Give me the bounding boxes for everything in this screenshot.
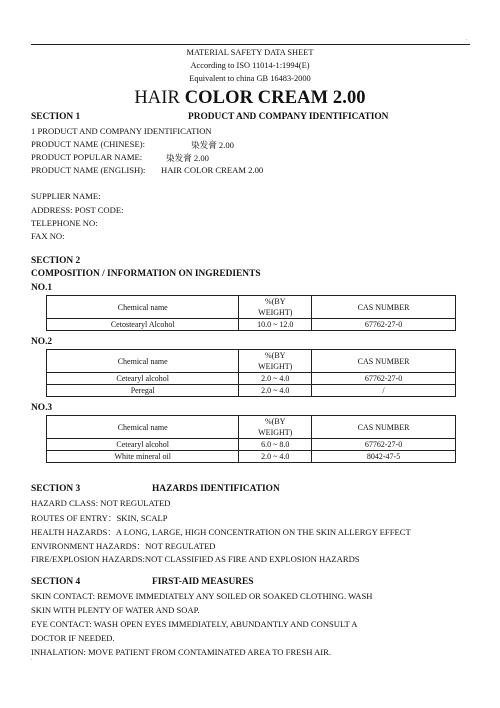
document-title <box>0 88 500 109</box>
cell-cas: 67762-27-0 <box>312 319 456 331</box>
section3-label: SECTION 3 <box>31 484 81 494</box>
address: ADDRESS: POST CODE: <box>31 205 124 215</box>
ingredients-table-2 <box>46 349 456 397</box>
col-weight <box>239 350 312 373</box>
col-weight-1: %(BY <box>265 351 286 360</box>
product-name-cn-label: PRODUCT NAME (CHINESE): <box>31 139 145 149</box>
table-row <box>47 451 456 463</box>
table-header-row <box>47 416 456 439</box>
cell-name: Cetearyl alcohol <box>47 439 239 451</box>
table-row <box>47 373 456 385</box>
section2-heading: COMPOSITION / INFORMATION ON INGREDIENTS <box>31 269 261 279</box>
group-label-3: NO.3 <box>31 403 53 413</box>
firstaid-line-4: DOCTOR IF NEEDED. <box>31 633 115 643</box>
firstaid-line-3: EYE CONTACT: WASH OPEN EYES IMMEDIATELY, ABUNDANTLY AND CONSULT A <box>31 619 358 629</box>
section1-label: SECTION 1 <box>31 112 81 122</box>
cell-name: Peregal <box>47 385 239 397</box>
group-label-2: NO.2 <box>31 337 53 347</box>
section2-label: SECTION 2 <box>31 256 81 266</box>
hazard-line-4: ENVIRONMENT HAZARDS：NOT REGULATED <box>31 541 216 551</box>
col-cas: CAS NUMBER <box>312 416 456 439</box>
cell-cas: 67762-27-0 <box>312 439 456 451</box>
telephone: TELEPHONE NO: <box>31 218 98 228</box>
product-popular-label: PRODUCT POPULAR NAME: <box>31 152 143 162</box>
product-name-en-line <box>31 165 264 175</box>
table-header-row <box>47 350 456 373</box>
product-popular-value: 染发膏 2.00 <box>166 153 209 163</box>
hazard-line-5: FIRE/EXPLOSION HAZARDS:NOT CLASSIFIED AS FIRE AND EXPLOSION HAZARDS <box>31 554 360 564</box>
product-name-en-label: PRODUCT NAME (ENGLISH): <box>31 165 146 175</box>
cell-name: Cetearyl alcohol <box>47 373 239 385</box>
cell-weight: 2.0 ~ 4.0 <box>239 451 312 463</box>
section1-heading: PRODUCT AND COMPANY IDENTIFICATION <box>188 112 389 122</box>
cell-cas: 67762-27-0 <box>312 373 456 385</box>
section1-sub: 1 PRODUCT AND COMPANY IDENTIFICATION <box>31 126 212 136</box>
top-rule <box>31 44 470 45</box>
firstaid-line-2: SKIN WITH PLENTY OF WATER AND SOAP. <box>31 605 200 615</box>
section4-label: SECTION 4 <box>31 577 81 587</box>
cell-weight: 10.0 ~ 12.0 <box>239 319 312 331</box>
product-name-cn-value: 染发膏 2.00 <box>191 140 234 150</box>
ingredients-table-1 <box>46 295 456 331</box>
firstaid-line-5: INHALATION: MOVE PATIENT FROM CONTAMINATED AREA TO FRESH AIR. <box>31 647 332 657</box>
hazard-line-1: HAZARD CLASS: NOT REGULATED <box>31 498 171 508</box>
product-name-en-value: HAIR COLOR CREAM 2.00 <box>161 165 264 175</box>
col-weight <box>239 416 312 439</box>
col-weight <box>239 296 312 319</box>
col-weight-2: WEIGHT) <box>258 362 293 371</box>
col-weight-2: WEIGHT) <box>258 308 293 317</box>
col-weight-2: WEIGHT) <box>258 428 293 437</box>
table-row <box>47 439 456 451</box>
header-line-1: MATERIAL SAFETY DATA SHEET <box>186 48 314 57</box>
product-name-cn-line <box>31 139 234 150</box>
firstaid-line-1: SKIN CONTACT: REMOVE IMMEDIATELY ANY SOILED OR SOAKED CLOTHING. WASH <box>31 591 373 601</box>
col-cas: CAS NUMBER <box>312 296 456 319</box>
header-line-2: According to ISO 11014-1:1994(E) <box>190 61 310 70</box>
cell-cas: / <box>312 385 456 397</box>
cell-weight: 2.0 ~ 4.0 <box>239 385 312 397</box>
col-chemical-name: Chemical name <box>47 350 239 373</box>
ingredients-table-3 <box>46 415 456 463</box>
corner-mark: . <box>466 36 468 42</box>
cell-weight: 6.0 ~ 8.0 <box>239 439 312 451</box>
col-weight-1: %(BY <box>265 417 286 426</box>
hazard-line-2: ROUTES OF ENTRY：SKIN, SCALP <box>31 513 168 523</box>
col-chemical-name: Chemical name <box>47 296 239 319</box>
group-label-1: NO.1 <box>31 283 53 293</box>
cell-name: White mineral oil <box>47 451 239 463</box>
table-row <box>47 319 456 331</box>
section3-heading: HAZARDS IDENTIFICATION <box>152 484 280 494</box>
product-popular-line <box>31 152 209 163</box>
cell-weight: 2.0 ~ 4.0 <box>239 373 312 385</box>
col-weight-1: %(BY <box>265 297 286 306</box>
supplier-name: SUPPLIER NAME: <box>31 191 101 201</box>
col-chemical-name: Chemical name <box>47 416 239 439</box>
section4-heading: FIRST-AID MEASURES <box>152 577 254 587</box>
fax: FAX NO: <box>31 231 65 241</box>
bottom-mark: . <box>31 656 33 662</box>
header-line-3: Equivalent to china GB 16483-2000 <box>189 74 311 83</box>
table-row <box>47 385 456 397</box>
cell-name: Cetostearyl Alcohol <box>47 319 239 331</box>
cell-cas: 8042-47-5 <box>312 451 456 463</box>
table-header-row <box>47 296 456 319</box>
hazard-line-3: HEALTH HAZARDS：A LONG, LARGE, HIGH CONCENTRATION ON THE SKIN ALLERGY EFFECT <box>31 527 411 537</box>
title-bold: COLOR CREAM 2.00 <box>184 88 366 108</box>
col-cas: CAS NUMBER <box>312 350 456 373</box>
title-prefix: HAIR <box>134 88 185 108</box>
